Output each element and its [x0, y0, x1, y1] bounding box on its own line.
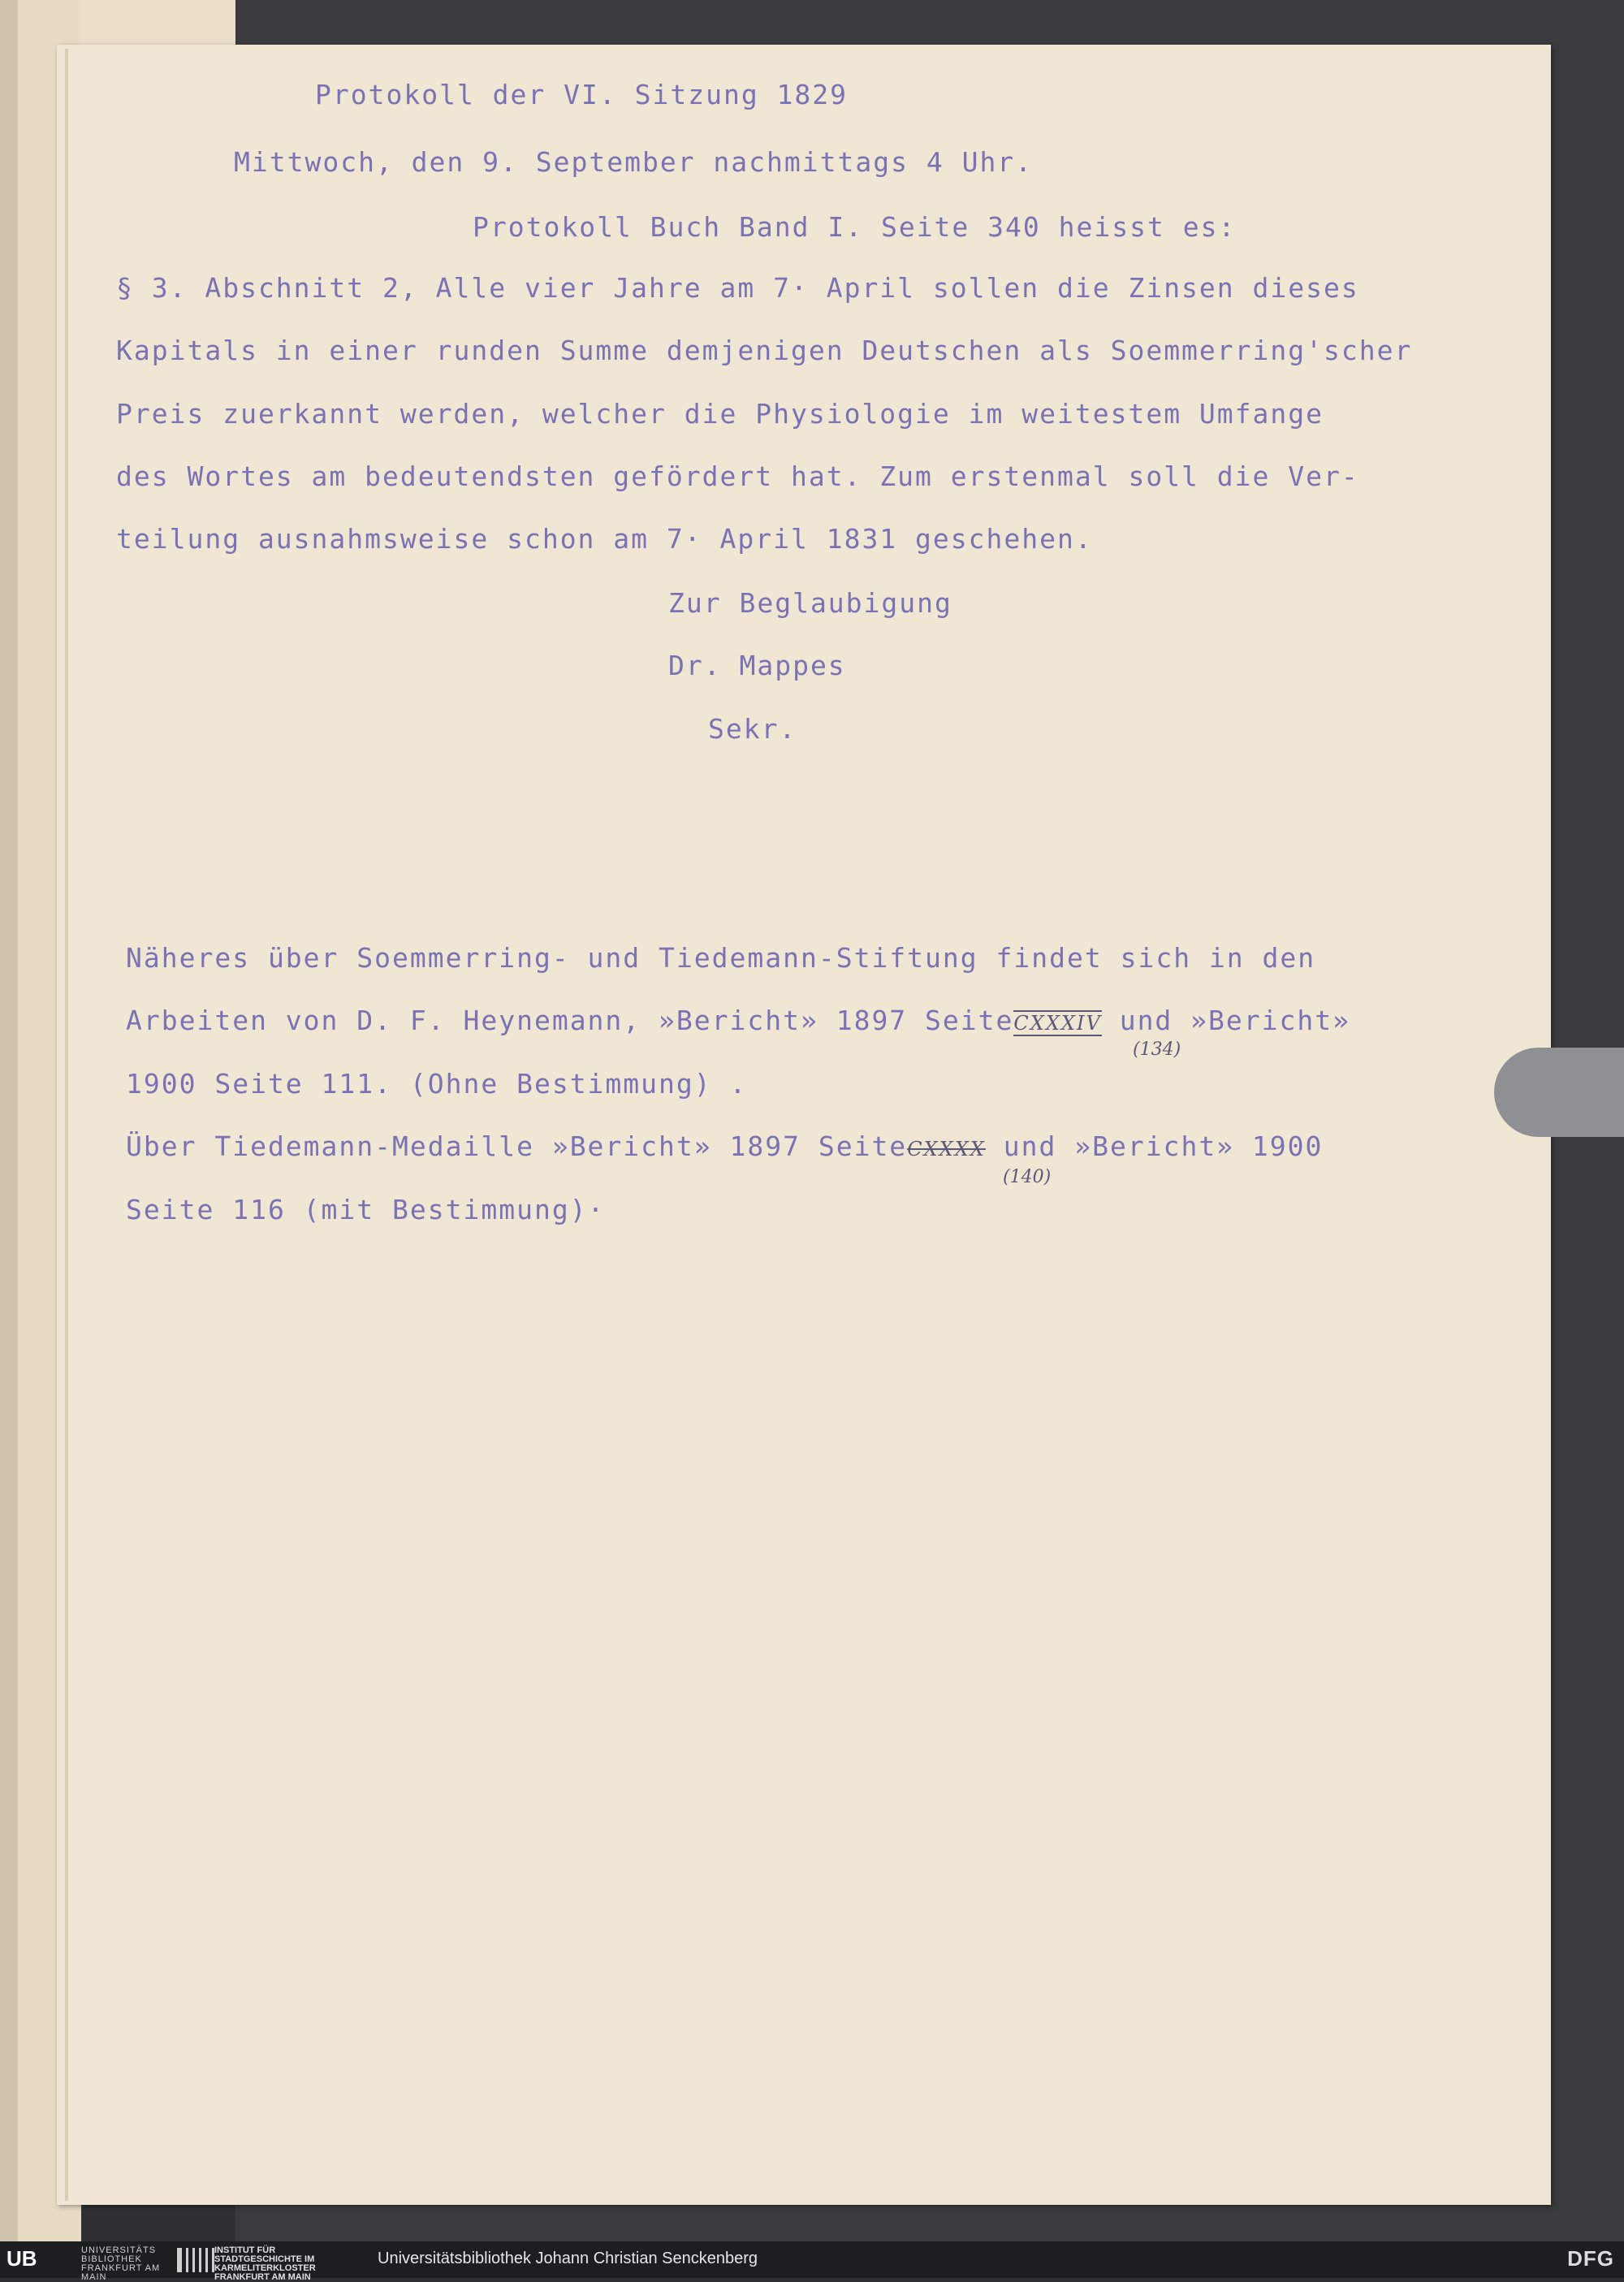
attestation-line: Zur Beglaubigung: [668, 587, 952, 619]
paragraph-line-5: teilung ausnahmsweise schon am 7· April 1831 geschehen.: [116, 523, 1093, 555]
note-line-5: Seite 116 (mit Bestimmung)·: [126, 1194, 606, 1225]
roman-page-ref-2: CXXXX: [907, 1138, 986, 1160]
note-line-2-prefix: Arbeiten von D. F. Heynemann, »Bericht» 1897 Seite: [126, 1005, 1014, 1036]
note-line-4-suffix: und »Bericht» 1900: [985, 1130, 1324, 1162]
paragraph-line-1: § 3. Abschnitt 2, Alle vier Jahre am 7· April sollen die Zinsen dieses: [116, 272, 1359, 304]
document-page: [57, 45, 1551, 2205]
left-sheet-edge: [0, 0, 18, 2241]
page-crease: [65, 49, 68, 2201]
bookmark-ribbon: [1494, 1048, 1624, 1137]
institute-building-icon: [177, 2248, 214, 2272]
handwritten-page-134: (134): [1133, 1039, 1181, 1060]
signature-name: Dr. Mappes: [668, 650, 846, 681]
ub-logo: UB: [6, 2246, 37, 2271]
document-title: Protokoll der VI. Sitzung 1829: [315, 79, 849, 110]
note-line-1: Näheres über Soemmerring- und Tiedemann-Stiftung findet sich in den: [126, 942, 1316, 974]
paragraph-line-3: Preis zuerkannt werden, welcher die Physiologie im weitestem Umfange: [116, 398, 1324, 430]
paragraph-line-2: Kapitals in einer runden Summe demjenigen Deutschen als Soemmerring'scher: [116, 335, 1413, 366]
paragraph-line-4: des Wortes am bedeutendsten gefördert hat. Zum erstenmal soll die Ver-: [116, 460, 1359, 492]
note-line-4-prefix: Über Tiedemann-Medaille »Bericht» 1897 Seite: [126, 1130, 908, 1162]
signature-title: Sekr.: [708, 713, 797, 745]
reference-line: Protokoll Buch Band I. Seite 340 heisst es:: [473, 211, 1237, 243]
note-line-4: [126, 1130, 1323, 1162]
binder-strip: [81, 0, 235, 49]
note-line-3: 1900 Seite 111. (Ohne Bestimmung) .: [126, 1068, 748, 1100]
library-name: Universitätsbibliothek Johann Christian Senckenberg: [378, 2250, 758, 2267]
note-line-2-suffix: und »Bericht»: [1101, 1005, 1350, 1036]
ub-logo-text: UNIVERSITÄTS BIBLIOTHEK FRANKFURT AM MAIN: [81, 2245, 161, 2282]
institute-logo-text: INSTITUT FÜR STADTGESCHICHTE IM KARMELITERKLOSTER FRANKFURT AM MAIN: [214, 2245, 316, 2282]
date-line: Mittwoch, den 9. September nachmittags 4 Uhr.: [234, 146, 1034, 178]
viewer-footer: [0, 2241, 1624, 2282]
note-line-2: [126, 1005, 1350, 1036]
roman-page-ref-1: CXXXIV: [1013, 1012, 1102, 1035]
handwritten-page-140: (140): [1003, 1167, 1052, 1187]
dfg-logo: DFG: [1567, 2246, 1614, 2271]
